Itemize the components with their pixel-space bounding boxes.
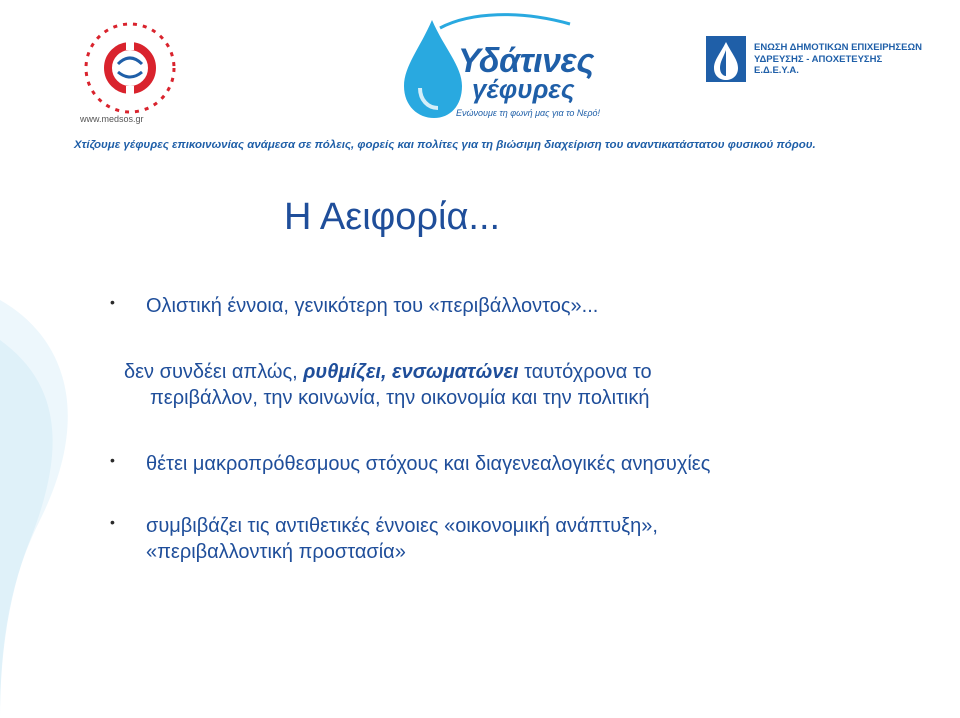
ydatines-title: Υδάτινες <box>458 42 594 80</box>
medsos-url: www.medsos.gr <box>80 114 144 124</box>
bullet-environment-line: περιβάλλον, την κοινωνία, την οικονομία και την πολιτική <box>150 387 650 409</box>
bullet-connects-line <box>124 358 652 386</box>
bullet-dot: • <box>110 452 115 468</box>
edeya-text <box>754 42 960 77</box>
line2-start: δεν συνδέει απλώς, <box>124 361 304 383</box>
line2-end: ταυτόχρονα το <box>518 361 652 383</box>
bullet-holistic-concept: Ολιστική έννοια, γενικότερη του «περιβάλλοντος»... <box>146 295 599 317</box>
gefyres-title: γέφυρες <box>472 74 575 104</box>
edeya-line3: Ε.Δ.Ε.Υ.Α. <box>754 65 799 76</box>
header-tagline: Χτίζουμε γέφυρες επικοινωνίας ανάμεσα σε πόλεις, φορείς και πολίτες για τη βιώσιμη διαχείριση του αναντικατάστατου φυσικού πόρου. <box>74 139 816 151</box>
bullet-long-term-goals: θέτει μακροπρόθεσμους στόχους και διαγενεαλογικές ανησυχίες <box>146 453 711 475</box>
edeya-line2: ΥΔΡΕΥΣΗΣ - ΑΠΟΧΕΤΕΥΣΗΣ <box>754 53 883 65</box>
ydatines-subtitle: Ενώνουμε τη φωνή μας για το Νερό! <box>456 108 601 118</box>
bullet-reconciles-line2: «περιβαλλοντική προστασία» <box>146 541 406 563</box>
edeya-logo-icon <box>706 36 746 82</box>
bullet-reconciles-line1: συμβιβάζει τις αντιθετικές έννοιες «οικονομική ανάπτυξη», <box>146 515 658 537</box>
bullet-dot: • <box>110 514 115 530</box>
line2-emphasis: ρυθμίζει, ενσωματώνει <box>303 361 519 383</box>
medsos-logo <box>70 12 190 130</box>
slide-title: Η Αειφορία... <box>284 196 501 238</box>
edeya-line1: ΕΝΩΣΗ ΔΗΜΟΤΙΚΩΝ ΕΠΙΧΕΙΡΗΣΕΩΝ <box>754 42 922 53</box>
bullet-dot: • <box>110 294 115 310</box>
